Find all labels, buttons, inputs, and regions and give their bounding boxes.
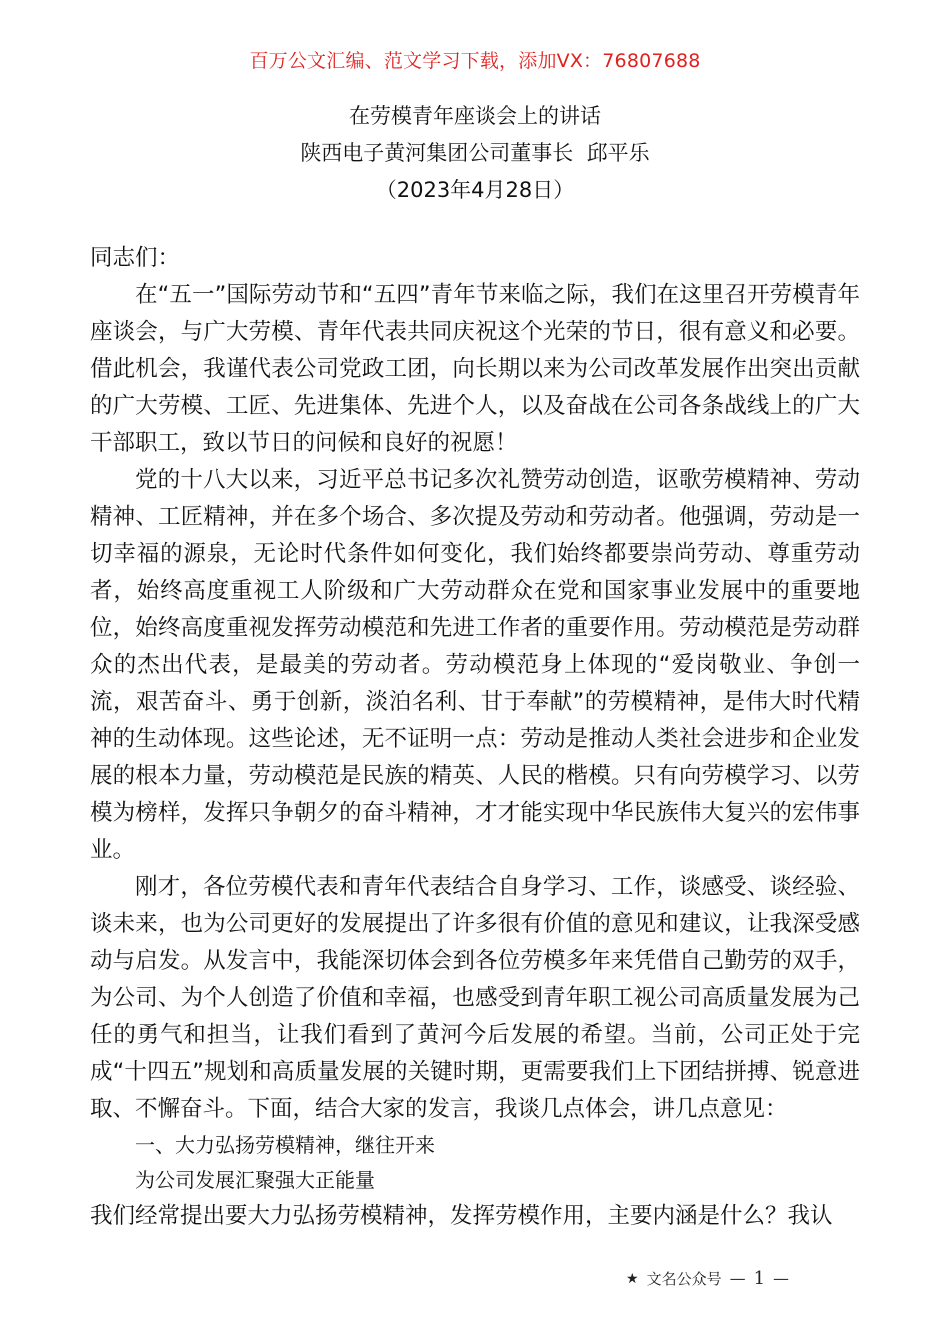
footer-dash-left: — [729, 1269, 746, 1288]
section-heading: 一、大力弘扬劳模精神，继往开来 [135, 1133, 435, 1157]
promo-banner: 百万公文汇编、范文学习下载，添加VX：76807688 [249, 50, 701, 72]
salutation: 同志们： [90, 245, 181, 271]
star-icon: ★ [626, 1270, 639, 1287]
footer-dash-right: — [773, 1269, 790, 1288]
paragraph: 刚才，各位劳模代表和青年代表结合自身学习、工作，谈感受、谈经验、谈未来，也为公司更好的发展提出了许多很有价值的意见和建议，让我深受感动与启发。从发言中，我能深切体会到各位劳模多年来凭借自己勤劳的双手，为公司、为个人创造了价值和幸福，也感受到青年职工视公司高质量发展为己任的勇气和担当，让我们看到了黄河今后发展的希望。当前，公司正处于完成“十四五”规划和高质量发展的关键时期，更需要我们上下团结拼搏、锐意进取、不懈奋斗。下面，结合大家的发言，我谈几点体会，讲几点意见： [90, 874, 860, 1122]
paragraph: 党的十八大以来，习近平总书记多次礼赞劳动创造，讴歌劳模精神、劳动精神、工匠精神，并在多个场合、多次提及劳动和劳动者。他强调，劳动是一切幸福的源泉，无论时代条件如何变化，我们始终都要崇尚劳动、尊重劳动者，始终高度重视工人阶级和广大劳动群众在党和国家事业发展中的重要地位，始终高度重视发挥劳动模范和先进工作者的重要作用。劳动模范是劳动群众的杰出代表，是最美的劳动者。劳动模范身上体现的“爱岗敬业、争创一流，艰苦奋斗、勇于创新，淡泊名利、甘于奉献”的劳模精神，是伟大时代精神的生动体现。这些论述，无不证明一点：劳动是推动人类社会进步和企业发展的根本力量，劳动模范是民族的精英、人民的楷模。只有向劳模学习、以劳模为榜样，发挥只争朝夕的奋斗精神，才才能实现中华民族伟大复兴的宏伟事业。 [90, 467, 860, 863]
page-number: 1 [753, 1268, 766, 1289]
document-body [90, 240, 860, 1235]
footer-label: 文名公众号 [646, 1270, 722, 1288]
document-date: （2023年4月28日） [375, 178, 575, 202]
document-author: 陕西电子黄河集团公司董事长 邱平乐 [300, 141, 650, 165]
page-footer [626, 1268, 789, 1289]
paragraph: 在“五一”国际劳动节和“五四”青年节来临之际，我们在这里召开劳模青年座谈会，与广大劳模、青年代表共同庆祝这个光荣的节日，很有意义和必要。借此机会，我谨代表公司党政工团，向长期以来为公司改革发展作出突出贡献的广大劳模、工匠、先进集体、先进个人，以及奋战在公司各条战线上的广大干部职工，致以节日的问候和良好的祝愿！ [90, 282, 860, 456]
paragraph-start: 我们经常提出要大力弘扬劳模精神，发挥劳模作用，主要内涵是什么？我认 [90, 1203, 833, 1229]
document-title: 在劳模青年座谈会上的讲话 [349, 104, 601, 128]
section-subheading: 为公司发展汇聚强大正能量 [135, 1168, 375, 1192]
